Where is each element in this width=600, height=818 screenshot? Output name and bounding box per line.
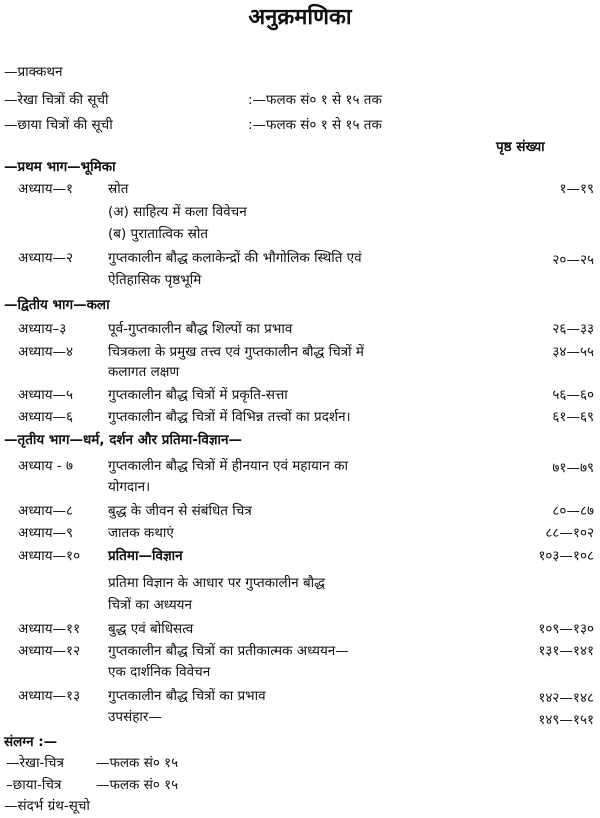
ch2-pages: २०—२५ (552, 252, 594, 268)
ch8-pages: ८०—८७ (552, 503, 594, 519)
ch12-pages: १३१—१४१ (538, 643, 594, 659)
ch5-label: अध्याय—५ (18, 387, 74, 403)
part3-heading: —तृतीय भाग—धर्म, दर्शन और प्रतिमा-विज्ञान— (4, 432, 242, 448)
ch4-title-line1: चित्रकला के प्रमुख तत्त्व एवं गुप्तकालीन बौद्ध चित्रों में (108, 344, 364, 360)
ch11-label: अध्याय—११ (18, 621, 81, 637)
ch1-label: अध्याय—१ (18, 181, 74, 197)
ch12-title-line1: गुप्तकालीन बौद्ध चित्रों का प्रतीकात्मक अध्ययन— (108, 643, 349, 659)
ch8-title: बुद्ध के जीवन से संबंधित चित्र (108, 503, 252, 519)
ch7-title-line2: योगदान। (108, 479, 151, 495)
part1-heading: —प्रथम भाग—भूमिका (4, 159, 116, 175)
ch7-label: अध्याय - ७ (18, 458, 74, 474)
ch9-title: जातक कथाएं (108, 525, 174, 541)
ch11-title: बुद्ध एवं बोधिसत्व (108, 621, 194, 637)
ch13-title: गुप्तकालीन बौद्ध चित्रों का प्रभाव (108, 688, 266, 704)
ch6-title: गुप्तकालीन बौद्ध चित्रों में विभिन्न तत्त्वों का प्रदर्शन। (108, 409, 351, 425)
ch10-sub-line1: प्रतिमा विज्ञान के आधार पर गुप्तकालीन बौद्ध (108, 575, 325, 591)
ch5-pages: ५६—६० (552, 387, 594, 403)
ch13-label: अध्याय—१३ (18, 688, 81, 704)
ch2-label: अध्याय—२ (18, 250, 74, 266)
appendix-photographs: –छाया-चित्र (6, 777, 62, 793)
appendix-heading: संलग्न :— (4, 734, 58, 750)
ch3-pages: २६—३३ (552, 321, 594, 337)
ch3-label: अध्याय–३ (18, 321, 67, 337)
ch6-label: अध्याय—६ (18, 409, 74, 425)
photographs-plates-note: :—फलक सं० १ से १५ तक (248, 117, 382, 133)
ch4-label: अध्याय—४ (18, 344, 74, 360)
ch12-title-line2: एक दार्शनिक विवेचन (108, 664, 211, 680)
ch1-title: स्रोत (108, 181, 129, 197)
ch9-label: अध्याय—९ (18, 525, 74, 541)
appendix-photographs-note: —फलक सं० १५ (96, 777, 179, 793)
line-drawings-plates-note: :—फलक सं० १ से १५ तक (248, 92, 382, 108)
ch2-title-line2: ऐतिहासिक पृष्ठभूमि (108, 272, 202, 288)
ch10-title: प्रतिमा—विज्ञान (108, 548, 183, 564)
epilogue-title: उपसंहार— (108, 709, 162, 725)
ch10-pages: १०३—१०८ (538, 548, 594, 564)
ch9-pages: ८८—१०२ (545, 525, 594, 541)
ch6-pages: ६१—६९ (552, 409, 594, 425)
ch5-title: गुप्तकालीन बौद्ध चित्रों में प्रकृति-सत्ता (108, 387, 288, 403)
ch11-pages: १०९—१३० (538, 621, 594, 637)
ch10-sub-line2: चित्रों का अध्ययन (108, 597, 193, 613)
ch1-sub-a: (अ) साहित्य में कला विवेचन (108, 204, 247, 220)
ch1-sub-b: (ब) पुरातात्विक स्रोत (108, 226, 209, 242)
ch7-pages: ७१—७९ (552, 460, 594, 476)
ch4-title-line2: कलागत लक्षण (108, 364, 180, 380)
page-title: अनुक्रमणिका (248, 5, 352, 30)
appendix-bibliography: —संदर्भ ग्रंथ-सूचो (4, 798, 90, 814)
line-drawings-list-entry: —रेखा चित्रों की सूची (4, 92, 109, 108)
ch3-title: पूर्व-गुप्तकालीन बौद्ध शिल्पों का प्रभाव (108, 321, 293, 337)
epilogue-pages: १४९—१५१ (538, 712, 594, 728)
photographs-list-entry: —छाया चित्रों की सूची (4, 117, 113, 133)
ch7-title-line1: गुप्तकालीन बौद्ध चित्रों में हीनयान एवं महायान का (108, 458, 348, 474)
part2-heading: —द्वितीय भाग—कला (4, 297, 110, 313)
appendix-line-drawings-note: —फलक सं० १५ (96, 755, 179, 771)
ch13-pages: १४२—१४८ (538, 690, 594, 706)
page-number-header: पृष्ठ संख्या (496, 139, 545, 155)
ch10-label: अध्याय—१० (18, 548, 81, 564)
ch8-label: अध्याय—८ (18, 503, 74, 519)
appendix-line-drawings: —रेखा-चित्र (6, 755, 64, 771)
ch4-pages: ३४—५५ (552, 344, 594, 360)
ch2-title-line1: गुप्तकालीन बौद्ध कलाकेन्द्रों की भौगोलिक स्थिति एवं (108, 250, 362, 266)
preface-entry: —प्राक्कथन (4, 64, 63, 80)
ch12-label: अध्याय—१२ (18, 643, 81, 659)
ch1-pages: १—१९ (559, 181, 594, 197)
